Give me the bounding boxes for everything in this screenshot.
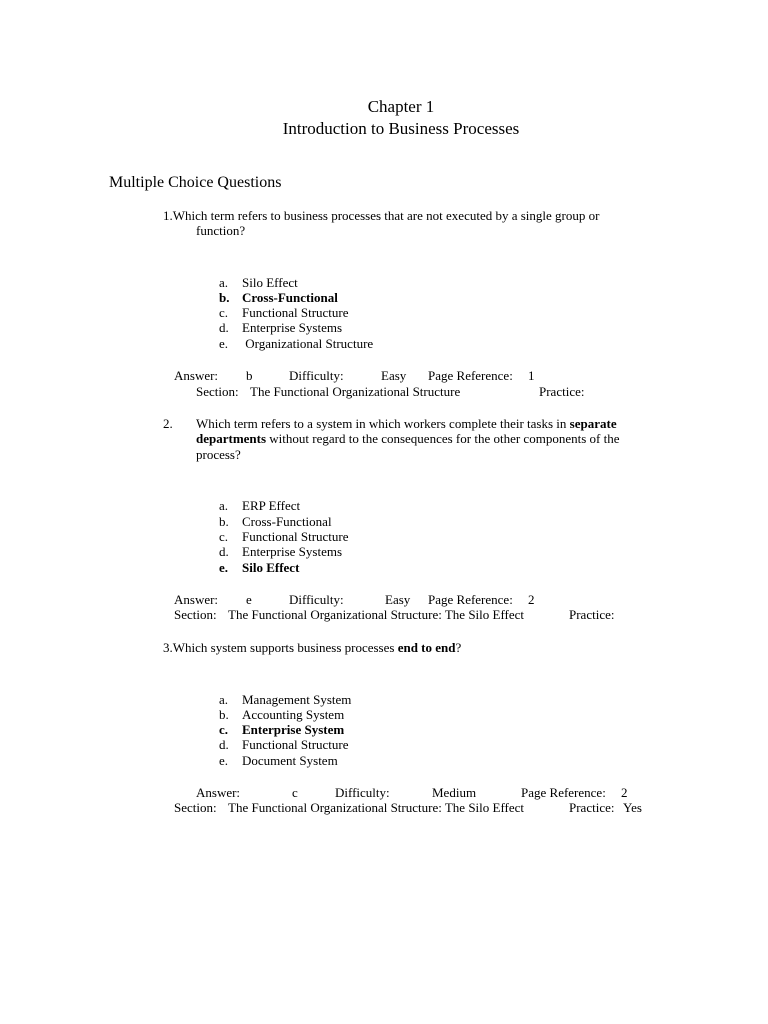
option-letter: c.	[219, 529, 229, 544]
section-value: The Functional Organizational Structure	[250, 384, 461, 399]
option-letter: c.	[219, 305, 229, 320]
difficulty-label: Difficulty:	[335, 785, 390, 800]
option-letter: a.	[219, 275, 229, 290]
option-text: Enterprise Systems	[242, 320, 343, 335]
option-b	[219, 707, 344, 722]
option-text: ERP Effect	[242, 498, 301, 513]
question-1-text-cont: function?	[196, 223, 246, 238]
section-value: The Functional Organizational Structure: The Silo Effect	[228, 800, 525, 815]
difficulty-label: Difficulty:	[289, 592, 344, 607]
option-a	[219, 275, 298, 290]
option-letter: d.	[219, 320, 229, 335]
question-text: Which term refers to business processes that are not executed by a single group or	[172, 208, 600, 223]
option-text: Enterprise System	[242, 722, 345, 737]
option-c	[219, 529, 349, 544]
option-e	[219, 753, 338, 768]
option-text: Enterprise Systems	[242, 544, 343, 559]
question-text: Which term refers to a system in which workers complete their tasks in	[196, 416, 570, 431]
practice-label: Practice:	[569, 800, 615, 815]
option-letter: e.	[219, 753, 229, 768]
option-letter: e.	[219, 560, 229, 575]
option-d	[219, 544, 342, 559]
option-b	[219, 514, 332, 529]
question-3-text	[163, 640, 461, 655]
option-d	[219, 737, 349, 752]
question-emphasis: end to end	[397, 640, 456, 655]
difficulty-label: Difficulty:	[289, 368, 344, 383]
option-letter: b.	[219, 514, 229, 529]
difficulty-value: Medium	[432, 785, 477, 800]
option-text: Organizational Structure	[242, 336, 374, 351]
answer-label: Answer:	[174, 368, 219, 383]
answer-label: Answer:	[174, 592, 219, 607]
option-d	[219, 320, 342, 335]
option-a	[219, 692, 351, 707]
option-text: Silo Effect	[242, 275, 298, 290]
option-letter: b.	[219, 707, 229, 722]
chapter-title: Introduction to Business Processes	[282, 119, 520, 138]
chapter-heading: Chapter 1	[367, 97, 435, 116]
page-reference-value: 2	[528, 592, 535, 607]
option-a	[219, 498, 300, 513]
answer-value: e	[246, 592, 252, 607]
option-letter: a.	[219, 692, 229, 707]
option-letter: b.	[219, 290, 230, 305]
option-c-correct	[219, 722, 344, 737]
answer-label: Answer:	[196, 785, 241, 800]
question-text: ?	[455, 640, 462, 655]
question-number: 1.	[163, 208, 173, 223]
option-letter: e.	[219, 336, 229, 351]
answer-value: b	[246, 368, 253, 383]
option-text: Accounting System	[242, 707, 345, 722]
option-text: Management System	[242, 692, 352, 707]
question-text: without regard to the consequences for the other components of the	[266, 431, 620, 446]
practice-value: Yes	[623, 800, 642, 815]
section-title: Multiple Choice Questions	[109, 174, 282, 191]
page-reference-label: Page Reference:	[521, 785, 606, 800]
option-letter: c.	[219, 722, 229, 737]
option-text: Silo Effect	[242, 560, 300, 575]
difficulty-value: Easy	[381, 368, 407, 383]
page-reference-label: Page Reference:	[428, 368, 513, 383]
difficulty-value: Easy	[385, 592, 411, 607]
question-2-text-cont2: process?	[196, 447, 241, 462]
page-reference-value: 1	[528, 368, 535, 383]
question-2-text-cont	[196, 431, 619, 446]
section-label: Section:	[174, 607, 217, 622]
option-c	[219, 305, 349, 320]
option-text: Functional Structure	[242, 737, 349, 752]
section-label: Section:	[196, 384, 239, 399]
section-label: Section:	[174, 800, 217, 815]
page-reference-label: Page Reference:	[428, 592, 513, 607]
practice-label: Practice:	[539, 384, 585, 399]
option-text: Cross-Functional	[242, 290, 338, 305]
question-number: 2.	[163, 416, 173, 431]
question-2-text	[196, 416, 617, 431]
option-text: Document System	[242, 753, 338, 768]
option-letter: a.	[219, 498, 229, 513]
section-value: The Functional Organizational Structure: The Silo Effect	[228, 607, 525, 622]
question-1-text	[163, 208, 599, 223]
practice-label: Practice:	[569, 607, 615, 622]
option-text: Functional Structure	[242, 305, 349, 320]
option-letter: d.	[219, 737, 229, 752]
question-number: 3.	[163, 640, 173, 655]
page-reference-value: 2	[621, 785, 628, 800]
option-e	[219, 336, 373, 351]
option-e-correct	[219, 560, 299, 575]
option-b-correct	[219, 290, 338, 305]
question-emphasis: departments	[196, 431, 267, 446]
answer-value: c	[292, 785, 298, 800]
option-text: Cross-Functional	[242, 514, 332, 529]
option-text: Functional Structure	[242, 529, 349, 544]
option-letter: d.	[219, 544, 229, 559]
question-emphasis: separate	[569, 416, 617, 431]
question-text: Which system supports business processes	[172, 640, 398, 655]
